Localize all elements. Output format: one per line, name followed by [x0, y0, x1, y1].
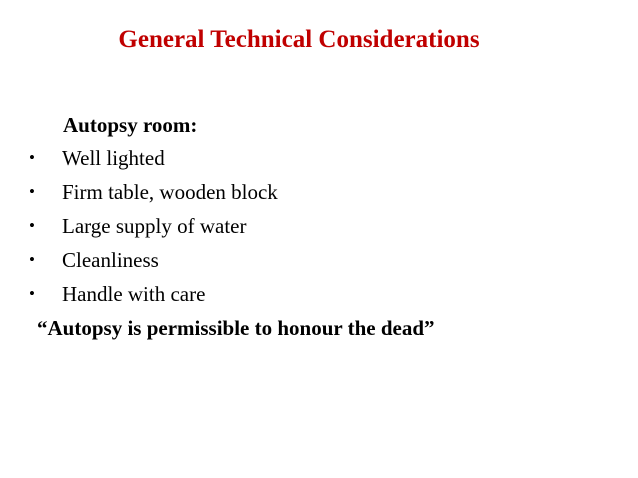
bullet-text: Large supply of water	[62, 214, 247, 238]
bullet-text: Well lighted	[62, 146, 165, 170]
bullet-icon: •	[29, 216, 35, 235]
bullet-icon: •	[29, 250, 35, 269]
section-heading: Autopsy room:	[63, 113, 198, 137]
bullet-icon: •	[29, 148, 35, 167]
bullet-icon: •	[29, 182, 35, 201]
slide-title: General Technical Considerations	[118, 26, 480, 53]
bullet-text: Cleanliness	[62, 248, 159, 272]
bullet-text: Firm table, wooden block	[62, 180, 278, 204]
closing-quote: “Autopsy is permissible to honour the dead”	[37, 316, 435, 340]
bullet-icon: •	[29, 284, 35, 303]
bullet-text: Handle with care	[62, 282, 206, 306]
